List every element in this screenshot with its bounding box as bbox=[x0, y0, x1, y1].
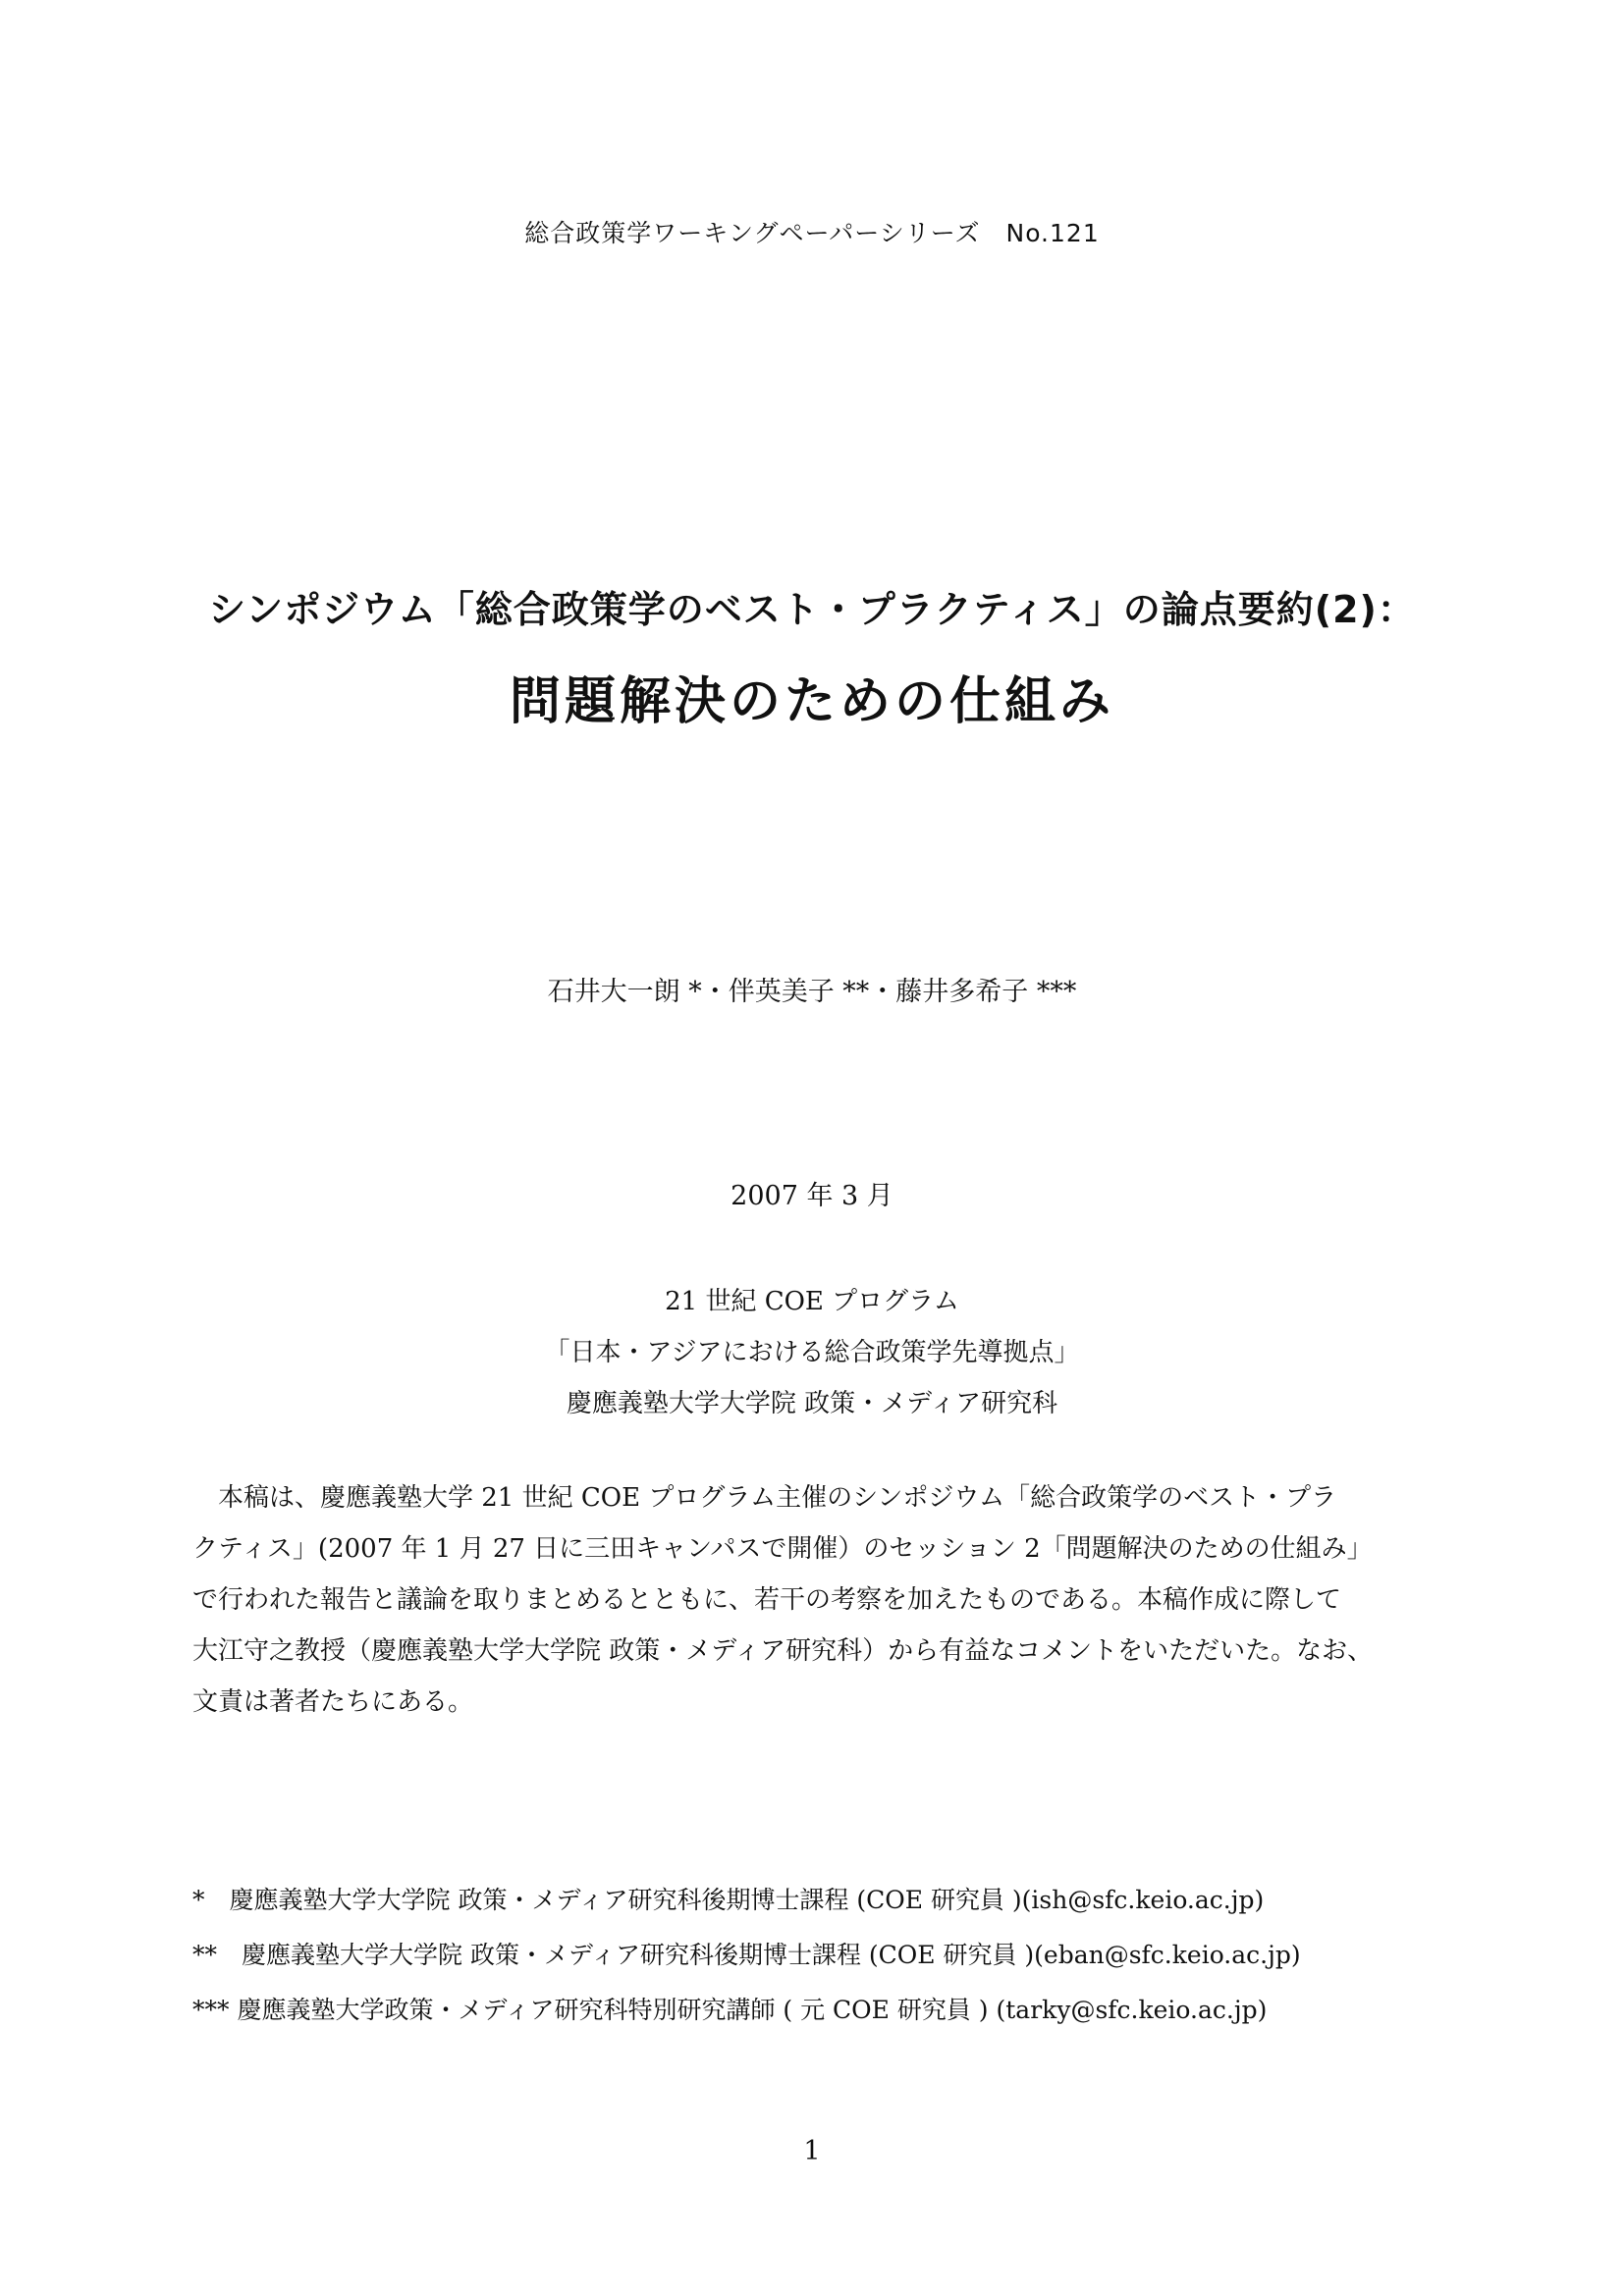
organization-line: 慶應義塾大学大学院 政策・メディア研究科 bbox=[566, 1389, 1058, 1418]
footnote-item: * 慶應義塾大学大学院 政策・メディア研究科後期博士課程 (COE 研究員 )(ish@sfc.keio.ac.jp) bbox=[192, 1886, 1265, 1914]
abstract-line: クティス」(2007 年 1 月 27 日に三田キャンパスで開催）のセッション 2「問題解決のための仕組み」 bbox=[192, 1534, 1373, 1564]
organization-line: 21 世紀 COE プログラム bbox=[665, 1287, 959, 1316]
abstract-line: 本稿は、慶應義塾大学 21 世紀 COE プログラム主催のシンポジウム「総合政策学のベスト・プラ bbox=[218, 1483, 1337, 1513]
paper-title-line-1: シンポジウム「総合政策学のベスト・プラクティス」の論点要約(2)： bbox=[208, 588, 1416, 631]
footnote-item: ** 慶應義塾大学大学院 政策・メディア研究科後期博士課程 (COE 研究員 )(eban@sfc.keio.ac.jp) bbox=[192, 1941, 1301, 1969]
authors: 石井大一朗 *・伴英美子 **・藤井多希子 *** bbox=[547, 977, 1077, 1007]
publication-date: 2007 年 3 月 bbox=[731, 1181, 893, 1211]
page-number: 1 bbox=[803, 2136, 821, 2166]
footnotes bbox=[192, 1873, 1430, 2038]
organization-block bbox=[0, 1276, 1624, 1429]
organization-line: 「日本・アジアにおける総合政策学先導拠点」 bbox=[544, 1338, 1080, 1367]
paper-title-line-2: 問題解決のための仕組み bbox=[509, 672, 1114, 731]
abstract-line: 文責は著者たちにある。 bbox=[192, 1687, 474, 1717]
abstract-line: で行われた報告と議論を取りまとめるとともに、若干の考察を加えたものである。本稿作成に際して bbox=[192, 1585, 1342, 1615]
series-header: 総合政策学ワーキングペーパーシリーズ No.121 bbox=[524, 219, 1100, 247]
footnote-item: *** 慶應義塾大学政策・メディア研究科特別研究講師 ( 元 COE 研究員 ) (tarky@sfc.keio.ac.jp) bbox=[192, 1996, 1268, 2024]
abstract-line: 大江守之教授（慶應義塾大学大学院 政策・メディア研究科）から有益なコメントをいただいた。なお、 bbox=[192, 1636, 1374, 1666]
abstract-paragraph bbox=[192, 1472, 1430, 1728]
